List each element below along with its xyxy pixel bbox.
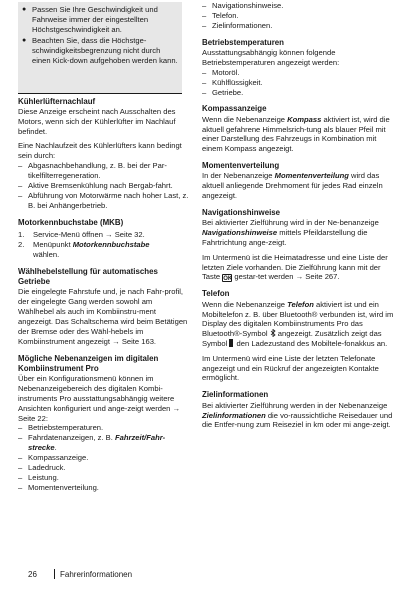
section-heading: Kompassanzeige <box>202 104 267 114</box>
list-item: – Navigationshinweise. <box>202 1 284 10</box>
ok-key-icon: OK <box>223 276 233 283</box>
section-heading: Motorkennbuchstabe (MKB) <box>18 217 124 227</box>
section-heading: Kühlerlüfternachlauf <box>18 97 96 106</box>
paragraph: Die eingelegte Fahrstufe und, je nach Fahr-profil, der eingelegte Gang werden sowohl am Wählhebel als auch im Kombiinstru-ment angezeigt. Das Schaltschema wird beim Betätigen der Bremse oder des Wähl-hebels im Kombiinstrument angezeigt → Seite 163. <box>18 287 188 346</box>
note-text: Passen Sie Ihre Geschwindigkeit und Fahrweise immer der eingestellten Höchstgeschwindigkeit an. <box>32 5 158 34</box>
section-heading: Mögliche Nebenanzeigen im digitalen Kombiinstrument Pro <box>18 353 159 373</box>
section-heading: Zielinformationen <box>202 390 269 400</box>
list-item: – Momentenverteilung. <box>18 482 99 492</box>
list-item: – Ladedruck. <box>18 463 66 473</box>
list-item: – Motoröl. <box>202 67 240 77</box>
note-text: Beachten Sie, dass die Höchstge-schwindigkeitsbegrenzung nicht durch einen Kick-down aufgehoben werden kann. <box>32 35 178 65</box>
section-heading: Betriebstemperaturen <box>202 37 285 47</box>
list-item: – Aktive Bremsenkühlung nach Bergab-fahrt. <box>18 181 173 191</box>
list-item: – Kompassanzeige. <box>18 453 89 463</box>
section-heading: Wählhebelstellung für automatisches Getriebe <box>18 266 158 286</box>
note-item <box>22 36 178 66</box>
paragraph: Ausstattungsabhängig können folgende Betriebstemperaturen angezeigt werden: <box>202 47 340 67</box>
paragraph: Im Untermenü ist die Heimatadresse und eine Liste der letzten Ziele vorhanden. Die Zielführung kann mit der Taste OK gestar-tet werden → Seite 267. <box>202 252 388 283</box>
list-item: – Kühlflüssigkeit. <box>202 77 263 87</box>
note-box <box>18 2 182 94</box>
list-item: – Leistung. <box>18 473 59 482</box>
right-column <box>202 1 398 430</box>
footer-divider <box>54 569 55 579</box>
paragraph: Eine Nachlaufzeit des Kühlerlüfters kann bedingt sein durch: <box>18 141 182 161</box>
list-item: – Telefon. <box>202 10 239 20</box>
step-item: 1. Service-Menü öffnen → Seite 32. <box>18 229 145 239</box>
paragraph: Diese Anzeige erscheint nach Ausschalten des Motors, wenn sich der Kühlerlüfter im Nachlauf befindet. <box>18 107 176 137</box>
paragraph: Bei aktivierter Zielführung werden in der Nebenanzeige Zielinformationen die vo-raussichtliche Reisedauer und die Entfer-nung zum Reiseziel in km oder mi ange-zeigt. <box>202 400 393 430</box>
bullet-icon: ● <box>22 36 27 44</box>
paragraph: Über ein Konfigurationsmenü können im Nebenanzeigebereich des digitalen Kombi-instruments Pro ausstattungsabhängig weitere Ansichten konfiguriert und ange-zeigt werden → Seite 22: <box>18 373 181 423</box>
section-heading: Telefon <box>202 289 230 299</box>
note-item <box>22 5 178 35</box>
list-item: – Betriebstemperaturen. <box>18 423 104 433</box>
list-item: – Abführung von Motorwärme nach hoher Last, z. B. bei Anhängerbetrieb. <box>18 190 189 210</box>
footer-section-title: Fahrerinformationen <box>60 570 133 579</box>
paragraph: Bei aktivierter Zielführung wird in der Ne-benanzeige Navigationshinweise mittels Pfeildarstellung die Fahrtrichtung ange-zeigt. <box>202 218 379 248</box>
section-heading: Momentenverteilung <box>202 161 280 171</box>
battery-icon <box>229 339 233 347</box>
paragraph: In der Nebenanzeige Momentenverteilung wird das aktuell anliegende Drehmoment für jedes Rad einzeln angezeigt. <box>202 171 383 201</box>
bullet-icon: ● <box>22 6 27 13</box>
paragraph: Wenn die Nebenanzeige Kompass aktiviert ist, wird die aktuell gefahrene Himmelsrich-tung als blauer Pfeil mit einer Darstellung des Fahrzeugs in Kombination mit einem Kompass angezeigt. <box>202 114 390 154</box>
list-item: – Zielinformationen. <box>202 20 273 30</box>
left-column <box>18 97 190 493</box>
paragraph: Im Untermenü wird eine Liste der letzten Telefonate angezeigt und ein Rückruf der angezeigten Kontakte ermöglicht. <box>202 353 379 383</box>
list-item: – Getriebe. <box>202 87 244 97</box>
list-item: – Fahrdatenanzeigen, z. B. Fahrzeit/Fahr-strecke. <box>18 433 166 453</box>
page-number: 26 <box>28 570 37 579</box>
step-item: 2. Menüpunkt Motorkennbuchstabe wählen. <box>18 239 150 259</box>
section-heading: Navigationshinweise <box>202 208 281 218</box>
paragraph: Wenn die Nebenanzeige Telefon aktiviert ist und ein Mobiltelefon z. B. über Bluetooth® verbunden ist, wird im Display des digitalen Kombiinstruments Pro das Bluetooth®-Symbol angezeigt. Zusätzlich zeigt das Symbol den Ladezustand des Mobiltele-fonakkus an. <box>202 299 394 349</box>
list-item: – Abgasnachbehandlung, z. B. bei der Par-tikelfilterregeneration. <box>18 161 167 181</box>
